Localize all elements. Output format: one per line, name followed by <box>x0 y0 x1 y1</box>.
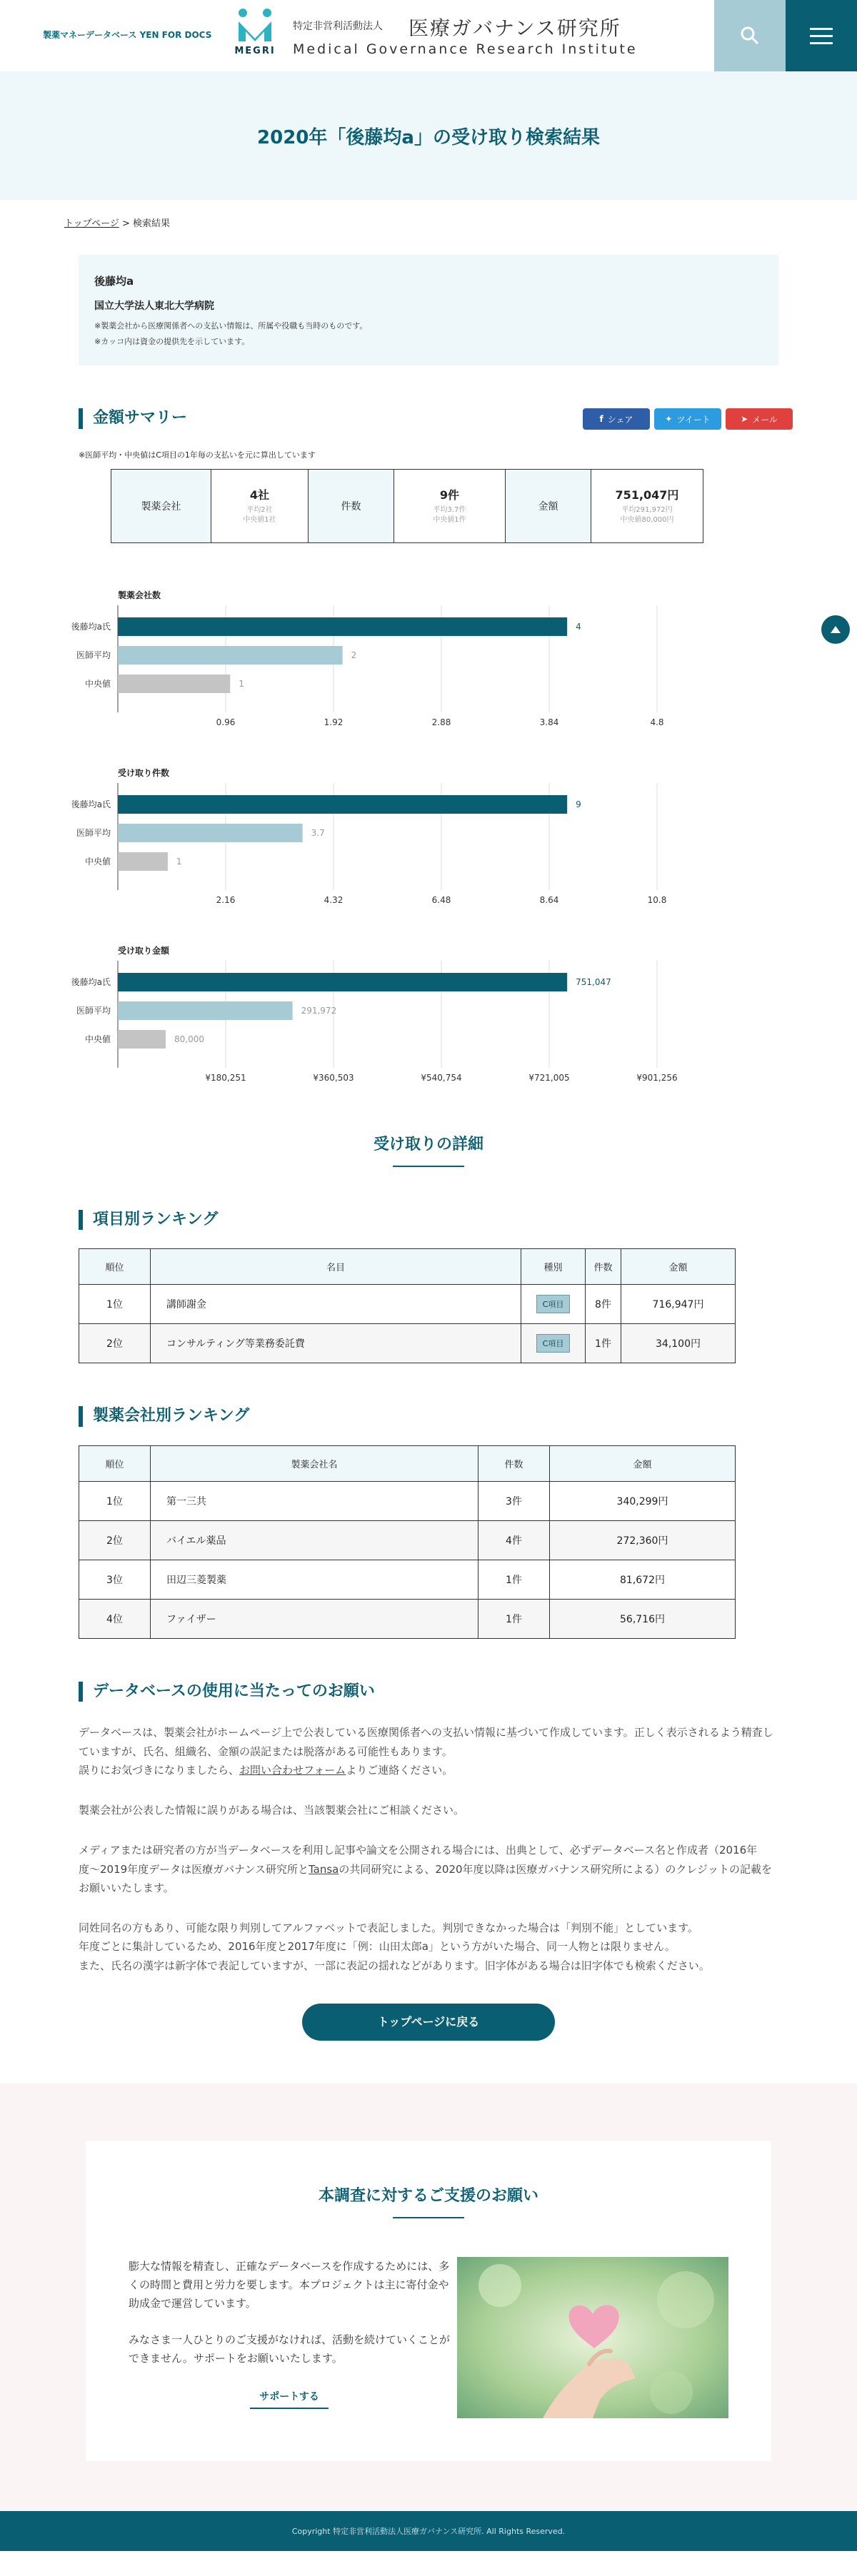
notice-text: また、氏名の漢字は新字体で表記していますが、一部に表記の揺れなどがあります。旧字体がある場合は旧字体でも検索ください。 <box>79 1959 710 1972</box>
table-header-row <box>79 1445 736 1481</box>
amount-cell: 716,947円 <box>621 1285 736 1324</box>
search-icon <box>739 25 761 46</box>
type-badge: C項目 <box>536 1295 571 1313</box>
bar-chart <box>64 589 793 727</box>
org-name-english: Medical Governance Research Institute <box>293 41 638 57</box>
amount-cell: 340,299円 <box>550 1481 736 1520</box>
company-name-cell: ファイザー <box>151 1599 478 1638</box>
chevron-up-icon <box>830 625 841 634</box>
facebook-share-button[interactable] <box>583 408 650 430</box>
support-box <box>86 2141 771 2461</box>
notice-text: 年度ごとに集計しているため、2016年度と2017年度に「例：山田太郎a」という方がいた場合、同一人物とは限りません。 <box>79 1940 676 1954</box>
notice-paragraph <box>79 1919 778 1975</box>
summary-label-companies: 製薬会社 <box>111 470 211 542</box>
tick-label: ¥540,754 <box>421 1072 462 1082</box>
table-row <box>79 1599 736 1638</box>
doctor-note: ※製薬会社から医療関係者への支払い情報は、所属や役職も当時のものです。 <box>94 321 368 330</box>
column-header: 金額 <box>550 1445 736 1481</box>
count-cell: 1件 <box>478 1560 550 1599</box>
summary-value-count <box>394 470 506 542</box>
usage-notice <box>79 1682 778 1975</box>
support-content <box>129 2257 728 2418</box>
tansa-link[interactable]: Tansa <box>308 1862 339 1876</box>
bar <box>118 852 168 871</box>
company-name-cell: 第一三共 <box>151 1481 478 1520</box>
company-ranking-title: 製薬会社別ランキング <box>79 1406 793 1427</box>
company-name-cell: 田辺三菱製薬 <box>151 1560 478 1599</box>
tick-label: 2.88 <box>431 717 451 727</box>
mail-share-button[interactable] <box>726 408 793 430</box>
summary-label-amount: 金額 <box>506 470 591 542</box>
doctor-note: ※カッコ内は資金の提供先を示しています。 <box>94 337 250 346</box>
tick-label: 10.8 <box>647 894 667 904</box>
notice-text: データベースは、製薬会社がホームページ上で公表している医療関係者への支払い情報に基づいて作成しています。正しく表示されるよう精査していますが、氏名、組織名、金額の誤記または脱落がある可能性もあります。 <box>79 1726 773 1758</box>
column-header: 件数 <box>478 1445 550 1481</box>
summary-average: 平均291,972円 <box>621 506 673 515</box>
summary-section <box>64 408 793 543</box>
summary-main: 751,047円 <box>615 488 679 502</box>
heart-hand-image <box>457 2257 728 2418</box>
search-button[interactable] <box>714 0 786 71</box>
rank-cell: 2位 <box>79 1520 151 1560</box>
summary-median: 中央値1社 <box>243 516 276 525</box>
tick-label: 8.64 <box>539 894 559 904</box>
scroll-to-top-button[interactable] <box>821 615 850 644</box>
type-cell <box>521 1285 586 1324</box>
category-label: 医師平均 <box>76 1005 111 1016</box>
notice-text: 同姓同名の方もあり、可能な限り判別してアルファベットで表記しました。判別できなかった場合は「判別不能」としています。 <box>79 1921 698 1935</box>
megri-logo[interactable] <box>232 7 278 64</box>
count-cell: 3件 <box>478 1481 550 1520</box>
chart-svg <box>64 783 793 904</box>
notice-text: の共同研究による、2020年度以降は医療ガバナンス研究所による）のクレジットの記載をお願いいたします。 <box>79 1862 772 1894</box>
value-label: 2 <box>351 650 357 660</box>
table-row <box>79 1285 736 1324</box>
twitter-icon: ✦ <box>665 414 673 424</box>
amount-cell: 272,360円 <box>550 1520 736 1560</box>
notice-paragraph: 製薬会社が公表した情報に誤りがある場合は、当該製薬会社にご相談ください。 <box>79 1804 465 1817</box>
twitter-share-button[interactable] <box>654 408 721 430</box>
logo-mark-icon <box>236 7 274 43</box>
notice-paragraph <box>79 1723 778 1779</box>
column-header: 種別 <box>521 1249 586 1285</box>
value-label: 4 <box>576 621 581 632</box>
table-row <box>79 1520 736 1560</box>
doctor-info-box <box>79 255 778 365</box>
facebook-icon: f <box>599 414 603 424</box>
value-label: 9 <box>576 799 581 809</box>
summary-value-amount <box>591 470 703 542</box>
tick-label: 0.96 <box>216 717 236 727</box>
table-row <box>79 1481 736 1520</box>
org-name: 医療ガバナンス研究所 <box>409 16 621 40</box>
category-label: 後藤均a氏 <box>71 621 111 632</box>
count-cell: 4件 <box>478 1520 550 1560</box>
summary-median: 中央値80,000円 <box>620 516 674 525</box>
notice-text: 誤りにお気づきになりましたら、 <box>79 1763 240 1777</box>
summary-charts <box>64 589 793 1082</box>
support-section <box>0 2083 857 2511</box>
doctor-name: 後藤均a <box>94 275 134 288</box>
tick-label: 6.48 <box>431 894 451 904</box>
notice-title: データベースの使用に当たってのお願い <box>79 1682 778 1702</box>
bar <box>118 1030 166 1049</box>
breadcrumb <box>64 216 793 229</box>
summary-sub <box>243 505 276 525</box>
amount-cell: 56,716円 <box>550 1599 736 1638</box>
org-type: 特定非営利活動法人 <box>293 21 383 32</box>
back-to-top-page-button[interactable]: トップページに戻る <box>302 2004 555 2041</box>
breadcrumb-current: 検索結果 <box>133 218 171 229</box>
hamburger-menu-icon <box>810 26 833 45</box>
tick-label: 4.32 <box>324 894 344 904</box>
value-label: 80,000 <box>174 1034 205 1044</box>
tick-label: ¥901,256 <box>636 1072 678 1082</box>
item-ranking-title: 項目別ランキング <box>79 1210 793 1231</box>
value-label: 291,972 <box>301 1005 337 1016</box>
rank-cell: 1位 <box>79 1285 151 1324</box>
bar-chart <box>64 767 793 904</box>
details-title: 受け取りの詳細 <box>64 1132 793 1167</box>
summary-sub <box>433 505 466 525</box>
breadcrumb-home-link[interactable]: トップページ <box>64 218 119 229</box>
menu-button[interactable] <box>786 0 857 71</box>
chart-title: 受け取り金額 <box>118 945 170 956</box>
summary-label-count: 件数 <box>309 470 394 542</box>
company-ranking-table <box>79 1445 736 1639</box>
value-label: 1 <box>239 678 244 689</box>
mail-share-label: メール <box>752 414 778 425</box>
bar <box>118 646 343 665</box>
notice-text: よりご連絡ください。 <box>346 1763 453 1777</box>
category-label: 中央値 <box>84 1034 111 1044</box>
category-label: 医師平均 <box>76 650 111 660</box>
support-link[interactable]: サポートする <box>250 2389 329 2409</box>
amount-cell: 34,100円 <box>621 1324 736 1363</box>
bar <box>118 795 567 814</box>
value-label: 751,047 <box>576 976 611 987</box>
facebook-share-label: シェア <box>607 414 633 425</box>
rank-cell: 1位 <box>79 1481 151 1520</box>
bar <box>118 824 303 842</box>
support-paragraph: 膨大な情報を精査し、正確なデータベースを作成するためには、多くの時間と費用と労力を要します。本プロジェクトは主に寄付金や助成金で運営しています。 <box>129 2259 450 2310</box>
main-content <box>64 216 793 2041</box>
summary-average: 平均3.7件 <box>433 506 466 515</box>
notice-paragraph <box>79 1841 778 1897</box>
column-header: 製薬会社名 <box>151 1445 478 1481</box>
chart-svg <box>64 961 793 1082</box>
support-text <box>129 2257 450 2418</box>
type-cell <box>521 1324 586 1363</box>
support-paragraph: みなさま一人ひとりのご支援がなければ、活動を続けていくことができません。サポートをお願いいたします。 <box>129 2333 451 2365</box>
doctor-hospital: 国立大学法人東北大学病院 <box>94 300 214 312</box>
brand-tagline[interactable]: 製薬マネーデータベース YEN FOR DOCS <box>43 30 212 40</box>
item-name-cell: コンサルティング等業務委託費 <box>151 1324 521 1363</box>
chart-svg <box>64 605 793 727</box>
tick-label: 3.84 <box>539 717 559 727</box>
category-label: 中央値 <box>84 856 111 867</box>
count-cell: 1件 <box>478 1599 550 1638</box>
bar <box>118 675 230 693</box>
value-label: 1 <box>176 856 182 867</box>
category-label: 中央値 <box>84 678 111 689</box>
company-name-cell: バイエル薬品 <box>151 1520 478 1560</box>
category-label: 後藤均a氏 <box>71 799 111 809</box>
table-header-row <box>79 1249 736 1285</box>
bar <box>118 617 567 636</box>
tick-label: ¥721,005 <box>528 1072 570 1082</box>
twitter-share-label: ツイート <box>676 414 711 425</box>
breadcrumb-separator: > <box>119 218 134 229</box>
notice-text: メディアまたは研究者の方が当データベースを利用し記事や論文を公開される場合には、出典として、必ずデータベース名と作成者（2016年度〜2019年度データは医療ガバナンス研究所と <box>79 1844 758 1876</box>
count-cell: 8件 <box>586 1285 621 1324</box>
rank-cell: 4位 <box>79 1599 151 1638</box>
rank-cell: 2位 <box>79 1324 151 1363</box>
column-header: 件数 <box>586 1249 621 1285</box>
site-header <box>0 0 857 71</box>
site-footer <box>0 2511 857 2551</box>
category-label: 医師平均 <box>76 827 111 838</box>
column-header: 順位 <box>79 1445 151 1481</box>
rank-cell: 3位 <box>79 1560 151 1599</box>
copyright-text: Copyright 特定非営利活動法人医療ガバナンス研究所. All Rights Reserved. <box>291 2526 566 2536</box>
logo-text: MEGRI <box>234 46 276 56</box>
summary-table <box>111 469 703 543</box>
amount-cell: 81,672円 <box>550 1560 736 1599</box>
paper-plane-icon: ➤ <box>741 414 748 424</box>
support-title: 本調査に対するご支援のお願い <box>129 2183 728 2218</box>
summary-average: 平均2社 <box>246 506 273 515</box>
summary-median: 中央値1件 <box>433 516 466 525</box>
tick-label: 2.16 <box>216 894 236 904</box>
column-header: 金額 <box>621 1249 736 1285</box>
chart-title: 受け取り件数 <box>118 767 170 778</box>
summary-value-companies <box>211 470 309 542</box>
share-buttons <box>583 408 793 430</box>
item-name-cell: 講師謝金 <box>151 1285 521 1324</box>
bar <box>118 973 567 991</box>
bar-chart <box>64 944 793 1082</box>
summary-sub <box>621 505 674 525</box>
page-hero <box>0 71 857 200</box>
contact-form-link[interactable]: お問い合わせフォーム <box>239 1763 346 1777</box>
tick-label: ¥180,251 <box>205 1072 246 1082</box>
tick-label: ¥360,503 <box>313 1072 354 1082</box>
column-header: 順位 <box>79 1249 151 1285</box>
column-header: 名目 <box>151 1249 521 1285</box>
summary-note: ※医師平均・中央値はC項目の1年毎の支払いを元に算出しています <box>79 450 316 460</box>
table-row <box>79 1560 736 1599</box>
value-label: 3.7 <box>311 827 325 838</box>
page-title: 2020年「後藤均a」の受け取り検索結果 <box>257 126 600 148</box>
summary-main: 4社 <box>249 488 270 502</box>
summary-main: 9件 <box>439 488 460 502</box>
category-label: 後藤均a氏 <box>71 976 111 987</box>
count-cell: 1件 <box>586 1324 621 1363</box>
tick-label: 4.8 <box>650 717 664 727</box>
summary-title: 金額サマリー <box>79 408 793 429</box>
type-badge: C項目 <box>536 1334 571 1353</box>
tick-label: 1.92 <box>324 717 344 727</box>
chart-title: 製薬会社数 <box>118 590 161 600</box>
table-row <box>79 1324 736 1363</box>
item-ranking-table <box>79 1248 736 1363</box>
bar <box>118 1001 293 1020</box>
